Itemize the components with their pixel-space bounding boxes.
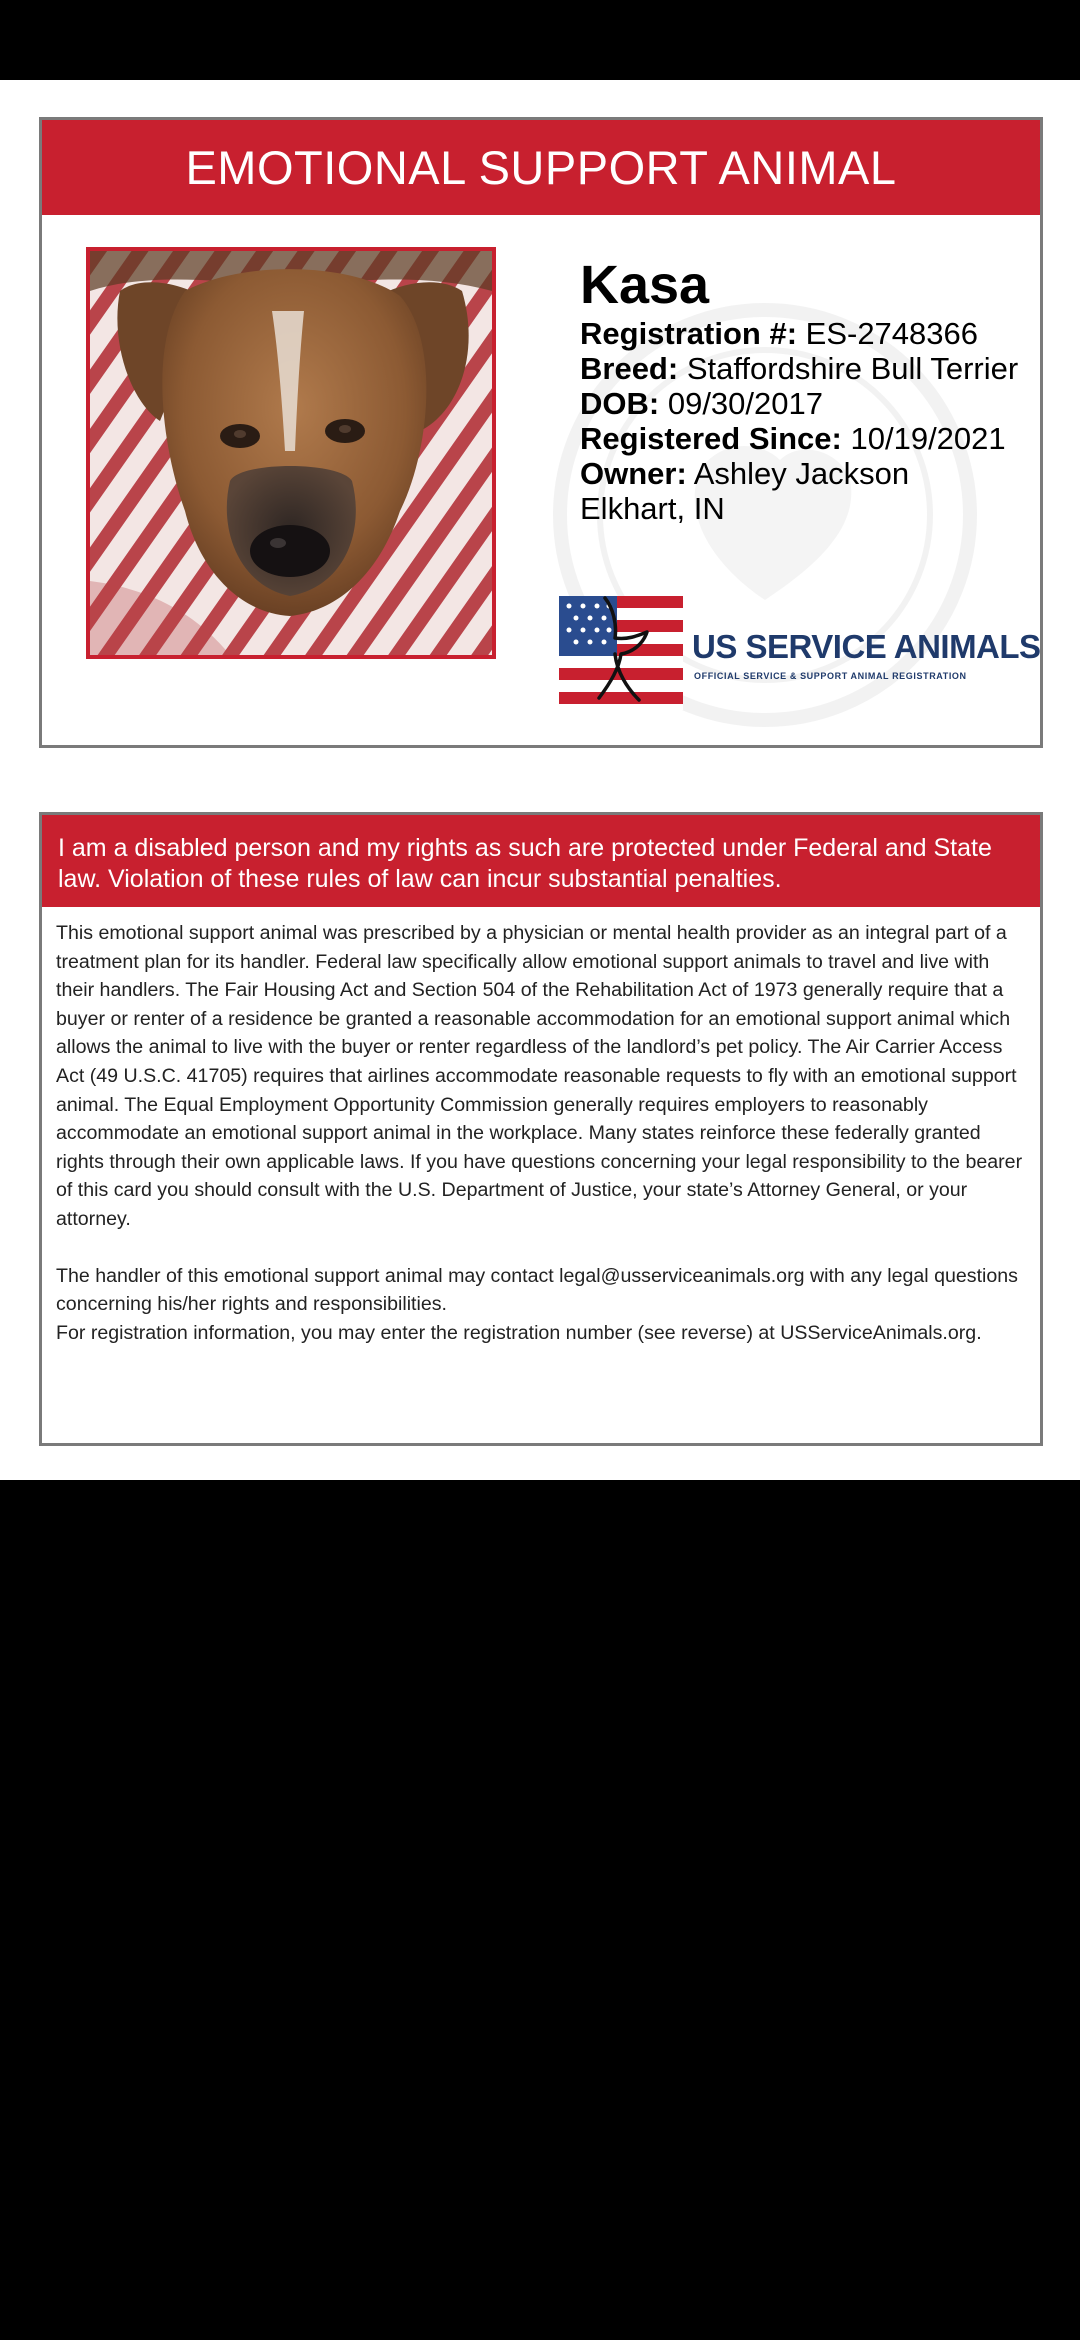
field-value: Staffordshire Bull Terrier (678, 351, 1019, 386)
rights-banner (42, 815, 1040, 907)
date-of-birth (580, 386, 1040, 421)
registration-number (580, 316, 1040, 351)
card-title: EMOTIONAL SUPPORT ANIMAL (185, 141, 897, 194)
contact-paragraph: The handler of this emotional support animal may contact legal@usserviceanimals.org with any legal questions concerning his/her rights and responsibilities. (56, 1264, 1018, 1316)
field-label: DOB: (580, 386, 660, 421)
registration-info-paragraph: For registration information, you may enter the registration number (see reverse) at USServiceAnimals.org. (56, 1321, 982, 1344)
registered-since (580, 421, 1040, 456)
breed (580, 351, 1040, 386)
field-value: Ashley Jackson (686, 456, 910, 491)
owner-location: Elkhart, IN (580, 491, 725, 526)
card-title-banner (42, 120, 1040, 215)
field-label: Breed: (580, 351, 679, 386)
field-label: Registered Since: (580, 421, 842, 456)
pet-info (580, 256, 1040, 526)
field-value: 09/30/2017 (659, 386, 823, 421)
owner (580, 456, 1040, 491)
field-label: Owner: (580, 456, 687, 491)
logo-subtitle: OFFICIAL SERVICE & SUPPORT ANIMAL REGISTRATION (694, 671, 967, 681)
legal-text (42, 907, 1040, 1347)
legal-paragraph: This emotional support animal was prescribed by a physician or mental health provider as an integral part of a treatment plan for its handler. Federal law specifically allow emotional support animals to travel and live with their handlers. The Fair Housing Act and Section 504 of the Rehabilitation Act of 1973 generally require that a buyer or renter of a residence be granted a reasonable accommodation for an emotional support animal which allows the animal to live with the buyer or renter regardless of the landlord’s pet policy. The Air Carrier Access Act (49 U.S.C. 41705) requires that airlines accommodate reasonable requests to fly with an emotional support animal. The Equal Employment Opportunity Commission generally requires employers to reasonably accommodate an emotional support animal in the workplace. Many states reinforce these federally granted rights through their own applicable laws. If you have questions concerning your legal responsibility to the bearer of this card you should consult with the U.S. Department of Justice, your state’s Attorney General, or your attorney. (56, 922, 1023, 1230)
dog-photo (86, 247, 496, 659)
dog-portrait-illustration (90, 251, 492, 655)
paragraph-spacer (56, 1234, 1026, 1262)
flag-dog-logo-icon (555, 588, 687, 718)
us-service-animals-logo (555, 588, 1041, 718)
field-label: Registration #: (580, 316, 798, 351)
card-front (39, 117, 1043, 748)
logo-title: US SERVICE ANIMALS (692, 628, 1041, 665)
field-value: ES-2748366 (797, 316, 979, 351)
rights-statement: I am a disabled person and my rights as such are protected under Federal and State law. Violation of these rules of law can incur substantial penalties. (58, 834, 992, 893)
field-value: 10/19/2021 (841, 421, 1006, 456)
card-back (39, 812, 1043, 1446)
pet-name: Kasa (580, 255, 710, 315)
